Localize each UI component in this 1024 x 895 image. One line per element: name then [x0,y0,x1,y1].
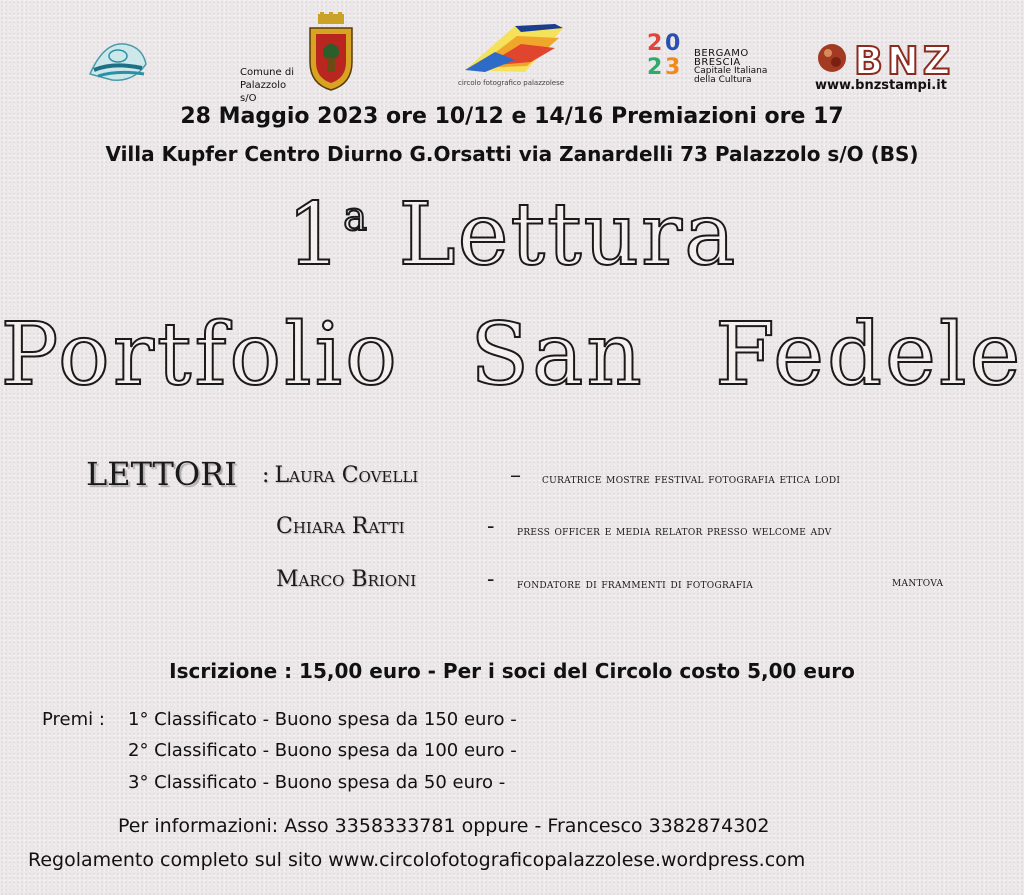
reader-role-3: fondatore di frammenti di fotografia [517,577,754,592]
reader-dash-3: - [487,567,495,592]
event-date-line: 28 Maggio 2023 ore 10/12 e 14/16 Premiazioni ore 17 [180,104,844,129]
reader-dash-1: – [510,463,521,488]
capital-city-brescia: BRESCIA [694,57,741,68]
bnz-brand-text: BNZ [854,40,955,80]
circolo-emblem-icon [84,34,152,86]
capital-text-1: Capitale Italiana [694,66,768,76]
svg-text:3: 3 [665,55,681,80]
rules-website: Regolamento completo sul sito www.circolofotograficopalazzolese.wordpress.com [28,849,806,871]
prize-item-1: 1° Classificato - Buono spesa da 150 euro - [128,709,517,730]
coat-of-arms-icon [306,12,356,92]
readers-heading-label: LETTORI [86,455,237,493]
circolo-fotografico-logo-icon [455,18,565,78]
reader-dash-2: - [487,514,495,539]
svg-text:2: 2 [647,31,663,56]
title-san-fedele: San Fedele [470,305,1024,405]
capital-text-2: della Cultura [694,75,752,85]
prize-item-3: 3° Classificato - Buono spesa da 50 euro - [128,772,506,793]
svg-text:0: 0 [665,31,681,56]
title-line-2 [0,305,1024,405]
title-number: 1 [286,185,344,285]
prize-item-2: 2° Classificato - Buono spesa da 100 euro - [128,740,517,761]
bnz-url: www.bnzstampi.it [815,78,947,93]
reader-role-3-city: mantova [892,575,944,590]
reader-name-2: Chiara Ratti [276,514,405,539]
reader-role-1: curatrice mostre festival fotografia etica lodi [542,472,841,487]
capital-city-bergamo: BERGAMO [694,48,749,59]
registration-fee: Iscrizione : 15,00 euro - Per i soci del Circolo costo 5,00 euro [169,659,855,683]
reader-name-3: Marco Brioni [276,567,417,592]
circolo-fotografico-label: circolo fotografico palazzolese [458,79,565,87]
2023-logo-icon [645,28,687,80]
contact-info: Per informazioni: Asso 3358333781 oppure - Francesco 3382874302 [118,815,770,837]
reader-name-1: Laura Covelli [274,463,419,488]
title-word: Lettura [398,185,738,285]
title-line-1 [0,185,1024,285]
bnz-logo-icon [814,40,974,80]
reader-row-1 [262,463,418,488]
readers-heading [86,455,237,493]
title-sup: a [343,194,370,240]
capitale-cultura-text [694,49,774,85]
event-venue-line: Villa Kupfer Centro Diurno G.Orsatti via Zanardelli 73 Palazzolo s/O (BS) [105,142,919,166]
title-portfolio: Portfolio [0,305,400,405]
reader-role-2: press officer e media relator presso welcome adv [517,524,832,539]
svg-text:2: 2 [647,55,663,80]
prizes-label: Premi : [42,709,105,730]
comune-label: Comune di Palazzolo s/O [240,67,294,104]
readers-separator: : [262,463,270,488]
